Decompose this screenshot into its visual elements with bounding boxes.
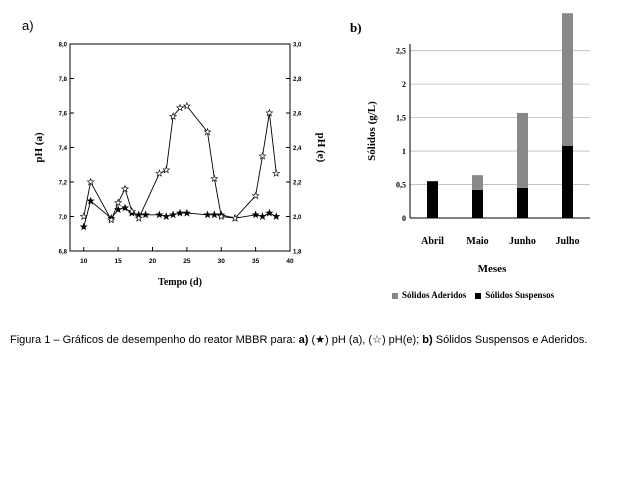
x-tick-label: 35 [252, 258, 260, 265]
x-axis-label-b: Meses [477, 263, 507, 275]
y-tick-label-b: 0 [402, 214, 406, 223]
y-left-tick-label: 8,0 [58, 42, 67, 49]
y-tick-label-b: 1 [402, 147, 406, 157]
y-right-tick-label: 2,8 [293, 77, 302, 83]
caption-suffix: Sólidos Suspensos e Aderidos. [432, 334, 588, 346]
bar-suspensos [427, 181, 438, 218]
y-right-tick-label: 2,6 [293, 111, 302, 118]
y-left-axis-label: pH (a) [33, 132, 45, 163]
y-left-tick-label: 7,0 [58, 215, 67, 221]
bar-aderidos [562, 13, 573, 146]
y-right-axis-label: pH (e) [315, 132, 327, 163]
x-tick-label: 30 [217, 258, 225, 265]
caption-prefix: Figura 1 – Gráficos de desempenho do reator MBBR para: [10, 334, 299, 346]
y-axis-label-b: Sólidos (g/L) [366, 101, 378, 161]
bar-suspensos [562, 146, 573, 218]
bar-suspensos [517, 188, 528, 218]
x-tick-label: 25 [183, 258, 191, 265]
bar-aderidos [517, 113, 528, 188]
y-tick-label-b: 0,5 [396, 180, 406, 190]
y-right-tick-label: 3,0 [293, 42, 302, 49]
bar-aderidos [472, 175, 483, 190]
category-label: Julho [555, 236, 580, 247]
y-right-tick-label: 2,0 [293, 215, 302, 221]
caption-mid1: ) pH (a), ( [325, 334, 373, 346]
y-tick-label-b: 1,5 [396, 113, 406, 123]
panel-a-label: a) [22, 18, 34, 33]
caption-mid2: ) pH(e); [381, 334, 423, 346]
caption-a: a) [298, 334, 309, 346]
panel-b-label: b) [350, 20, 362, 35]
x-tick-label: 40 [286, 258, 294, 265]
y-left-tick-label: 7,4 [58, 146, 67, 152]
legend-label-suspensos: Sólidos Suspensos [485, 290, 555, 300]
legend-label-aderidos: Sólidos Aderidos [402, 290, 467, 300]
y-left-tick-label: 7,2 [58, 180, 67, 187]
x-axis-label-a: Tempo (d) [158, 277, 202, 288]
category-label: Junho [509, 236, 536, 247]
x-tick-label: 10 [80, 258, 88, 265]
legend-swatch-aderidos [392, 293, 398, 299]
bar-legend [392, 290, 554, 300]
y-left-tick-label: 6,8 [58, 249, 67, 256]
caption-b: b) [422, 334, 433, 346]
x-tick-label: 15 [114, 258, 122, 265]
y-right-tick-label: 2,4 [293, 146, 302, 152]
y-tick-label-b: 2 [402, 80, 406, 90]
x-tick-label: 20 [148, 258, 157, 265]
open-star-icon: ☆ [372, 334, 382, 346]
y-tick-label-b: 2,5 [396, 46, 406, 56]
y-left-tick-label: 7,6 [58, 111, 67, 118]
legend-swatch-suspensos [475, 293, 481, 299]
y-right-tick-label: 2,2 [293, 180, 302, 187]
caption-open: ( [308, 334, 316, 346]
figure-caption [10, 333, 610, 348]
category-label: Maio [466, 236, 489, 247]
y-left-tick-label: 7,8 [58, 77, 67, 83]
y-right-tick-label: 1,8 [293, 249, 302, 256]
category-label: Abril [421, 236, 444, 247]
bar-suspensos [472, 190, 483, 218]
filled-star-icon: ★ [315, 334, 325, 346]
